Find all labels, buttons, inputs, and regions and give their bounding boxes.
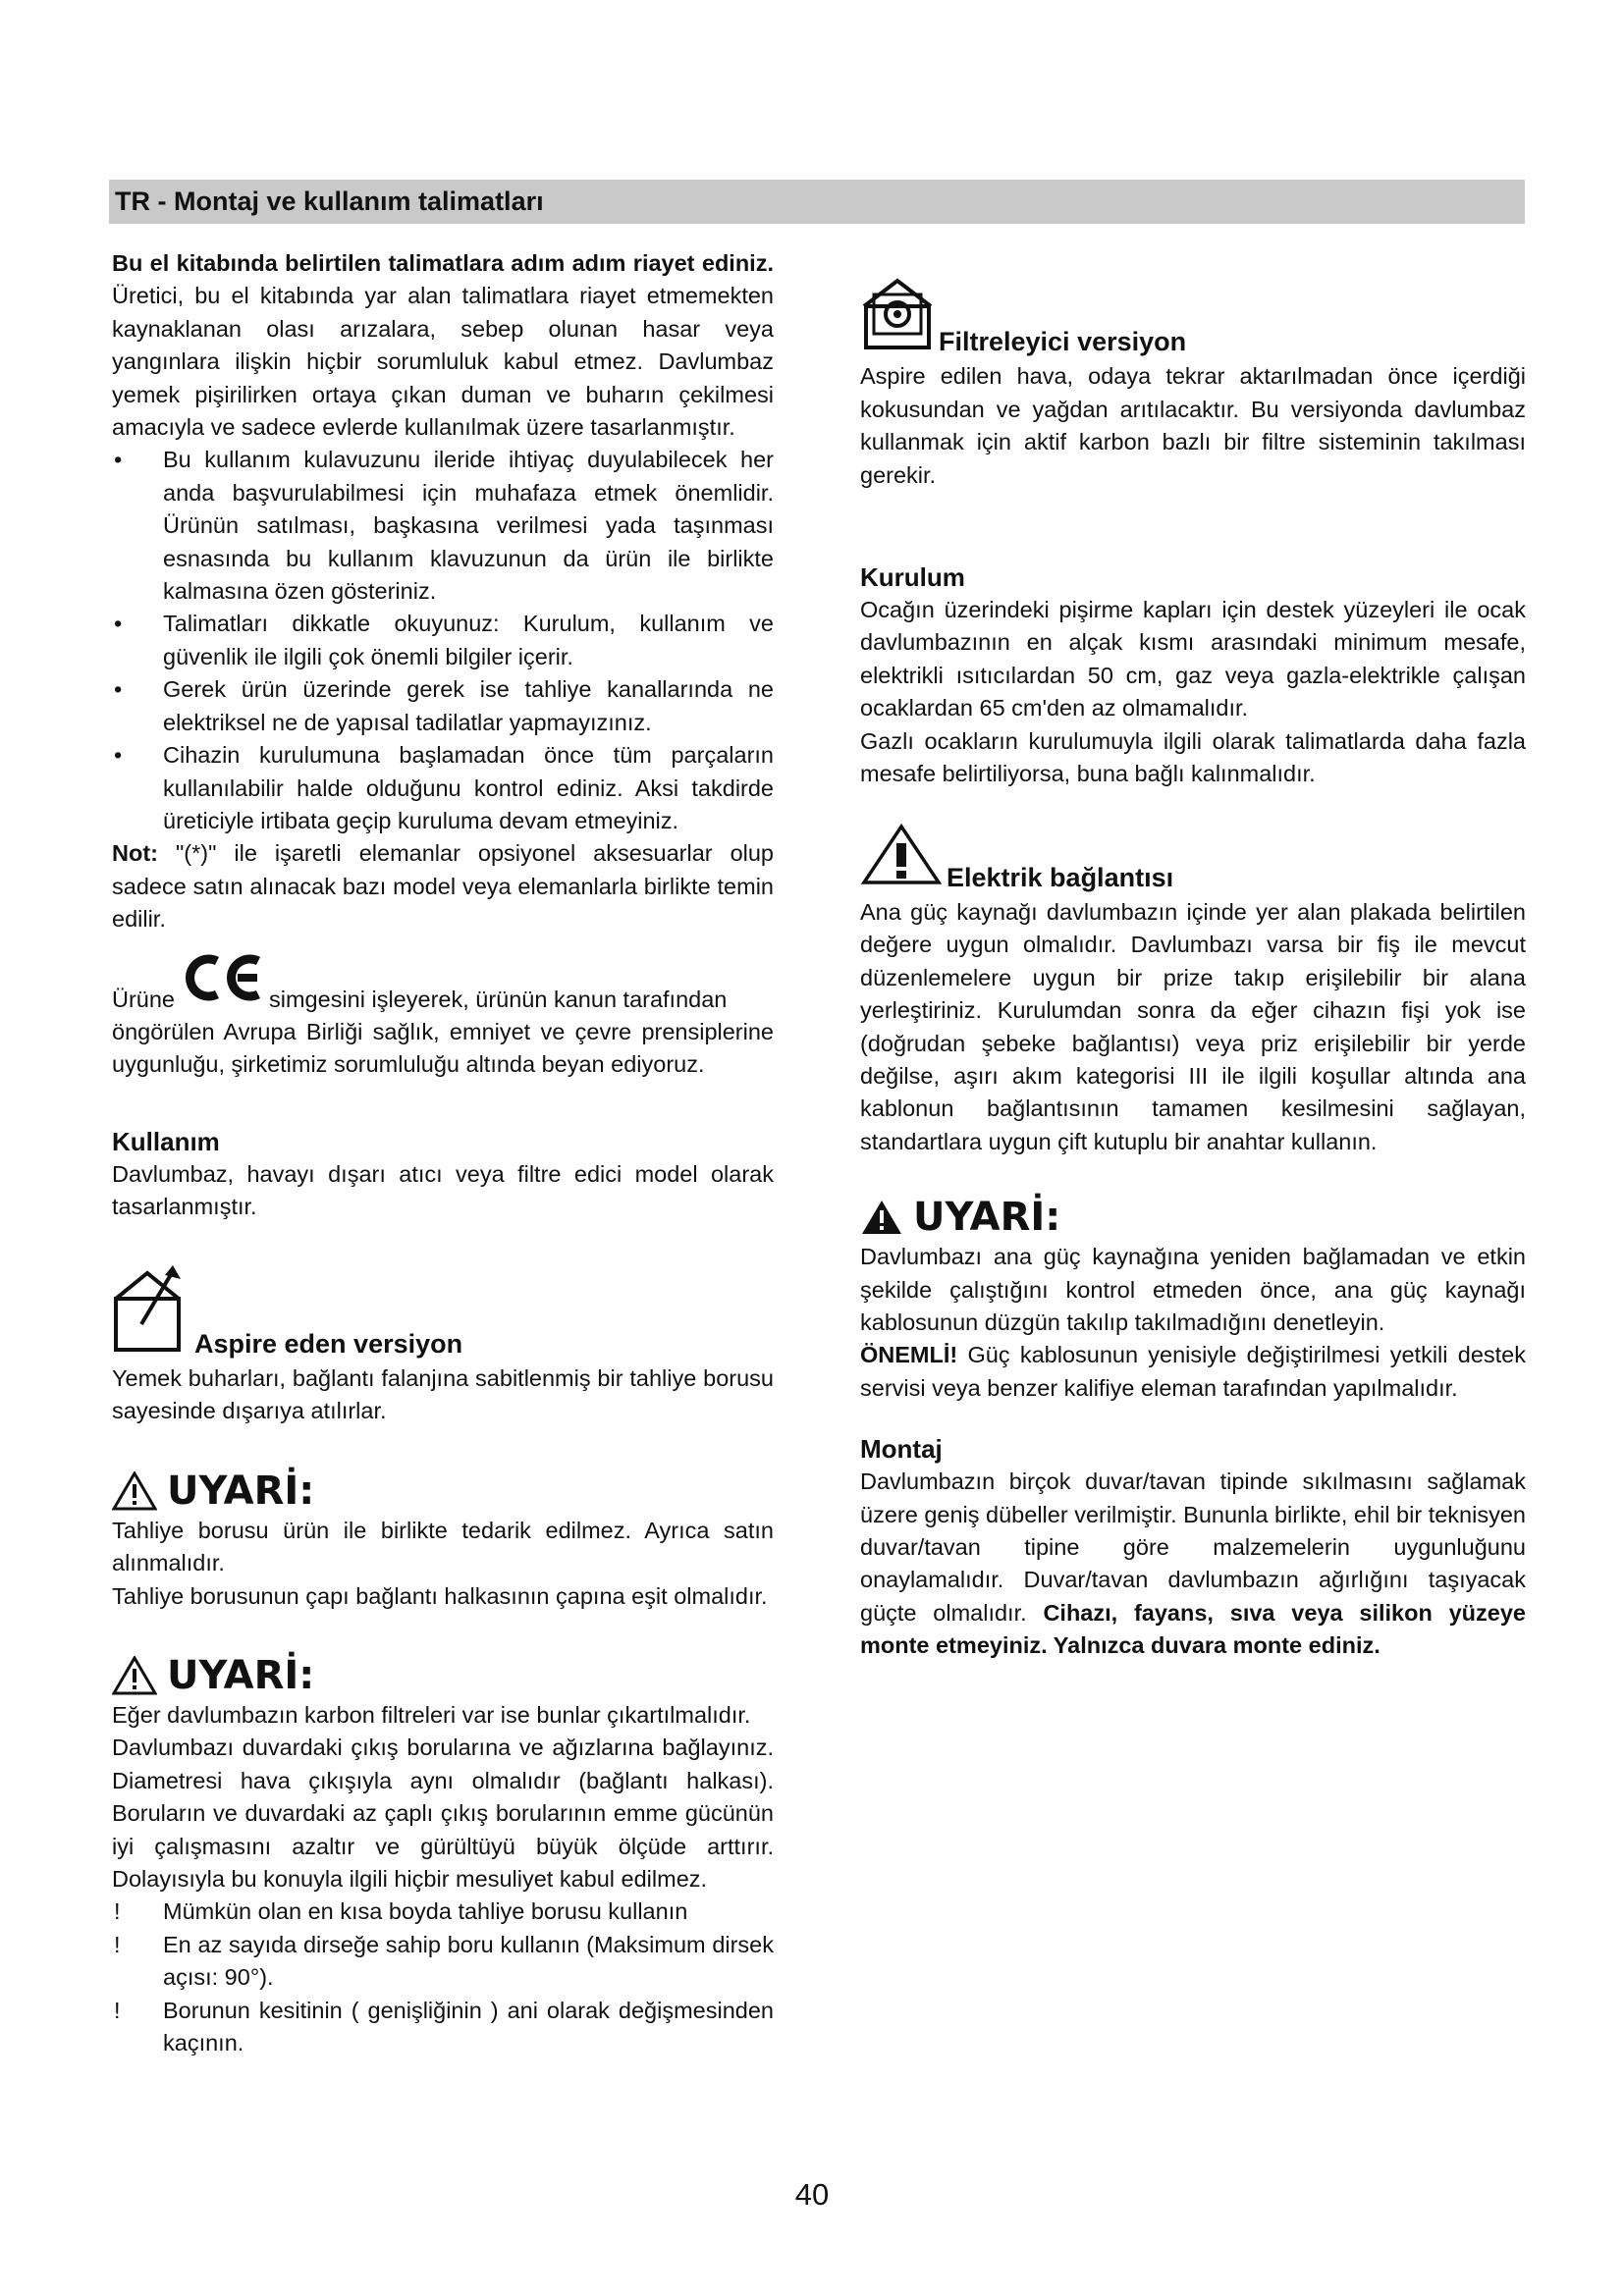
warning-2-list — [112, 1896, 774, 2059]
warning-1-para-1: Tahliye borusu ürün ile birlikte tedarik edilmez. Ayrıca satın alınmalıdır. — [112, 1517, 774, 1576]
filtre-text: Aspire edilen hava, odaya tekrar aktarılmadan önce içerdiği kokusundan ve yağdan arıtılacaktır. Bu versiyonda davlumbaz kullanmak için aktif karbon bazlı bir filtre sisteminin takılması gerekir. — [860, 363, 1526, 488]
ce-prefix: Ürüne — [112, 986, 176, 1012]
note-paragraph — [112, 837, 774, 935]
filtre-title: Filtreleyici versiyon — [939, 327, 1187, 357]
warning-1-heading — [112, 1468, 774, 1515]
warning-outline-icon — [860, 824, 943, 895]
montaj-paragraph — [860, 1466, 1526, 1662]
list-item: ! Mümkün olan en kısa boyda tahliye borusu kullanın — [112, 1896, 774, 1928]
kullanim-text: Davlumbaz, havayı dışarı atıcı veya filtre edici model olarak tasarlanmıştır. — [112, 1160, 774, 1220]
page-number: 40 — [794, 2177, 830, 2212]
warning-filled-icon — [860, 1199, 903, 1236]
warning-1-para-2: Tahliye borusunun çapı bağlantı halkasının çapına eşit olmalıdır. — [112, 1582, 768, 1609]
left-column — [112, 247, 774, 2059]
house-exhaust-icon — [112, 1263, 190, 1362]
list-item: ! Borunun kesitinin ( genişliğinin ) ani olarak değişmesinden kaçının. — [112, 1995, 774, 2060]
elektrik-title: Elektrik bağlantısı — [947, 862, 1174, 892]
warning-outline-icon — [112, 1656, 157, 1695]
house-filter-icon — [860, 277, 935, 360]
list-item: • Bu kullanım kulavuzunu ileride ihtiyaç duyulabilecek her anda başvurulabilmesi için muhafaza etmek önemlidir. Ürünün satılması, başkasına verilmesi yada taşınması esnasında bu kullanım klavuzunun da ürün ile birlikte kalmasına özen gösteriniz. — [112, 444, 774, 608]
list-item: ! En az sayıda dirseğe sahip boru kullanın (Maksimum dirsek açısı: 90°). — [112, 1929, 774, 1995]
montaj-title: Montaj — [860, 1434, 943, 1465]
section-header-bar — [109, 180, 1525, 224]
important-text: Güç kablosunun yenisiyle değiştirilmesi yetkili destek servisi veya benzer kalifiye eleman tarafından yapılmalıdır. — [860, 1342, 1526, 1401]
header-title: TR - Montaj ve kullanım talimatları — [115, 187, 544, 216]
intro-bold-lead: Bu el kitabında belirtilen talimatlara adım adım riayet ediniz. — [112, 250, 774, 276]
important-paragraph — [860, 1339, 1526, 1405]
list-item: • Talimatları dikkatle okuyunuz: Kurulum, kullanım ve güvenlik ile ilgili çok önemli bilgiler içerir. — [112, 608, 774, 673]
intro-text: Üretici, bu el kitabında yar alan talimatlara riayet etmemekten kaynaklanan olası arızalara, sebep olunan hasar veya yangınlara ilişkin hiçbir sorumluluk kabul etmez. Davlumbaz yemek pişirilirken ortaya çıkan duman ve buharın çekilmesi amacıyla ve sadece evlerde kullanılmak üzere tasarlanmıştır. — [112, 283, 774, 441]
kurulum-title: Kurulum — [860, 562, 965, 593]
montaj-text: Davlumbazın birçok duvar/tavan tipinde sıkılmasını sağlamak üzere geniş dübeller verilmiştir. Bununla birlikte, ehil bir teknisyen duvar/tavan tipine göre malzemelerin uygunluğunu onaylamalıdır. Duvar/tavan davlumbazın ağırlığını taşıyacak güçte olmalıdır. — [860, 1468, 1526, 1626]
warning-1-title: UYARİ: — [167, 1468, 315, 1514]
intro-paragraph — [112, 247, 774, 444]
warning-2-heading — [112, 1652, 774, 1699]
montaj-bold-text: Cihazı, fayans, sıva veya silikon yüzeye monte etmeyiniz. Yalnızca duvara monte ediniz. — [860, 1599, 1526, 1659]
warning-3-heading — [860, 1194, 1526, 1241]
ce-suffix: simgesini işleyerek, ürünün kanun tarafından — [269, 986, 728, 1012]
right-column — [860, 247, 1526, 1663]
list-item: • Gerek ürün üzerinde gerek ise tahliye kanallarında ne elektriksel ne de yapısal tadilatlar yapmayızınız. — [112, 673, 774, 739]
ce-declaration: öngörülen Avrupa Birliği sağlık, emniyet ve çevre prensiplerine uygunluğu, şirketimiz sorumluluğu altında beyan ediyoruz. — [112, 1018, 774, 1078]
kullanim-title: Kullanım — [112, 1126, 220, 1156]
warning-2-para-2: Davlumbazı duvardaki çıkış borularına ve ağızlarına bağlayınız. Diametresi hava çıkışıyla aynı olmalıdır (bağlantı halkası). Boruların ve duvardaki az çaplı çıkış borularının emme gücünün iyi çalışmasını azaltır ve gürültüyü büyük ölçüde arttırır. Dolayısıyla bu konuyla ilgili hiçbir mesuliyet kabul edilmez. — [112, 1735, 774, 1893]
warning-2-para-1: Eğer davlumbazın karbon filtreleri var ise bunlar çıkartılmalıdır. — [112, 1702, 751, 1728]
aspire-heading — [112, 1263, 774, 1362]
note-label: Not: — [112, 840, 158, 867]
warning-3-title: UYARİ: — [913, 1195, 1061, 1241]
filtre-heading — [860, 277, 1526, 360]
intro-bullet-list — [112, 444, 774, 837]
list-item: • Cihazin kurulumuna başlamadan önce tüm parçaların kullanılabilir halde olduğunu kontrol ediniz. Aksi takdirde üreticiyle irtibata geçip kuruluma devam etmeyiniz. — [112, 739, 774, 837]
ce-mark-icon — [181, 952, 263, 1012]
aspire-title: Aspire eden versiyon — [194, 1328, 463, 1359]
important-label: ÖNEMLİ! — [860, 1342, 958, 1368]
kurulum-para-2: Gazlı ocakların kurulumuyla ilgili olarak talimatlarda daha fazla mesafe belirtiliyorsa, buna bağlı kalınmalıdır. — [860, 727, 1526, 787]
warning-2-title: UYARİ: — [167, 1653, 315, 1698]
elektrik-heading — [860, 824, 1526, 895]
kurulum-para-1: Ocağın üzerindeki pişirme kapları için destek yüzeyleri ile ocak davlumbazının en alçak kısmı arasındaki minimum mesafe, elektrikli ısıtıcılardan 50 cm, gaz veya gazla-elektrikle çalışan ocaklardan 65 cm'den az olmamalıdır. — [860, 597, 1526, 721]
warning-outline-icon — [112, 1471, 157, 1511]
ce-line — [112, 952, 774, 1016]
aspire-text: Yemek buharları, bağlantı falanjına sabitlenmiş bir tahliye borusu sayesinde dışarıya atılırlar. — [112, 1364, 774, 1424]
elektrik-text: Ana güç kaynağı davlumbazın içinde yer alan plakada belirtilen değere uygun olmalıdır. Davlumbazı varsa bir fiş ile mevcut düzenlemelere uygun bir prize takıp erişilebilir bir alana yerleştiriniz. Kurulumdan sonra da eğer cihazın fişi yok ise (doğrudan şebeke bağlantısı) veya priz erişilebilir bir yerde değilse, aşırı akım kategorisi III ile ilgili koşullar altında ana kablonun bağlantısının tamamen kesilmesini sağlayan, standartlara uygun çift kutuplu bir anahtar kullanın. — [860, 898, 1526, 1154]
warning-3-text: Davlumbazı ana güç kaynağına yeniden bağlamadan ve etkin şekilde çalıştığını kontrol etmeden önce, ana güç kaynağı kablosunun düzgün takılıp takılmadığını denetleyin. — [860, 1244, 1526, 1335]
note-text: "(*)" ile işaretli elemanlar opsiyonel aksesuarlar olup sadece satın alınacak bazı model veya elemanlarla birlikte temin edilir. — [112, 840, 774, 933]
